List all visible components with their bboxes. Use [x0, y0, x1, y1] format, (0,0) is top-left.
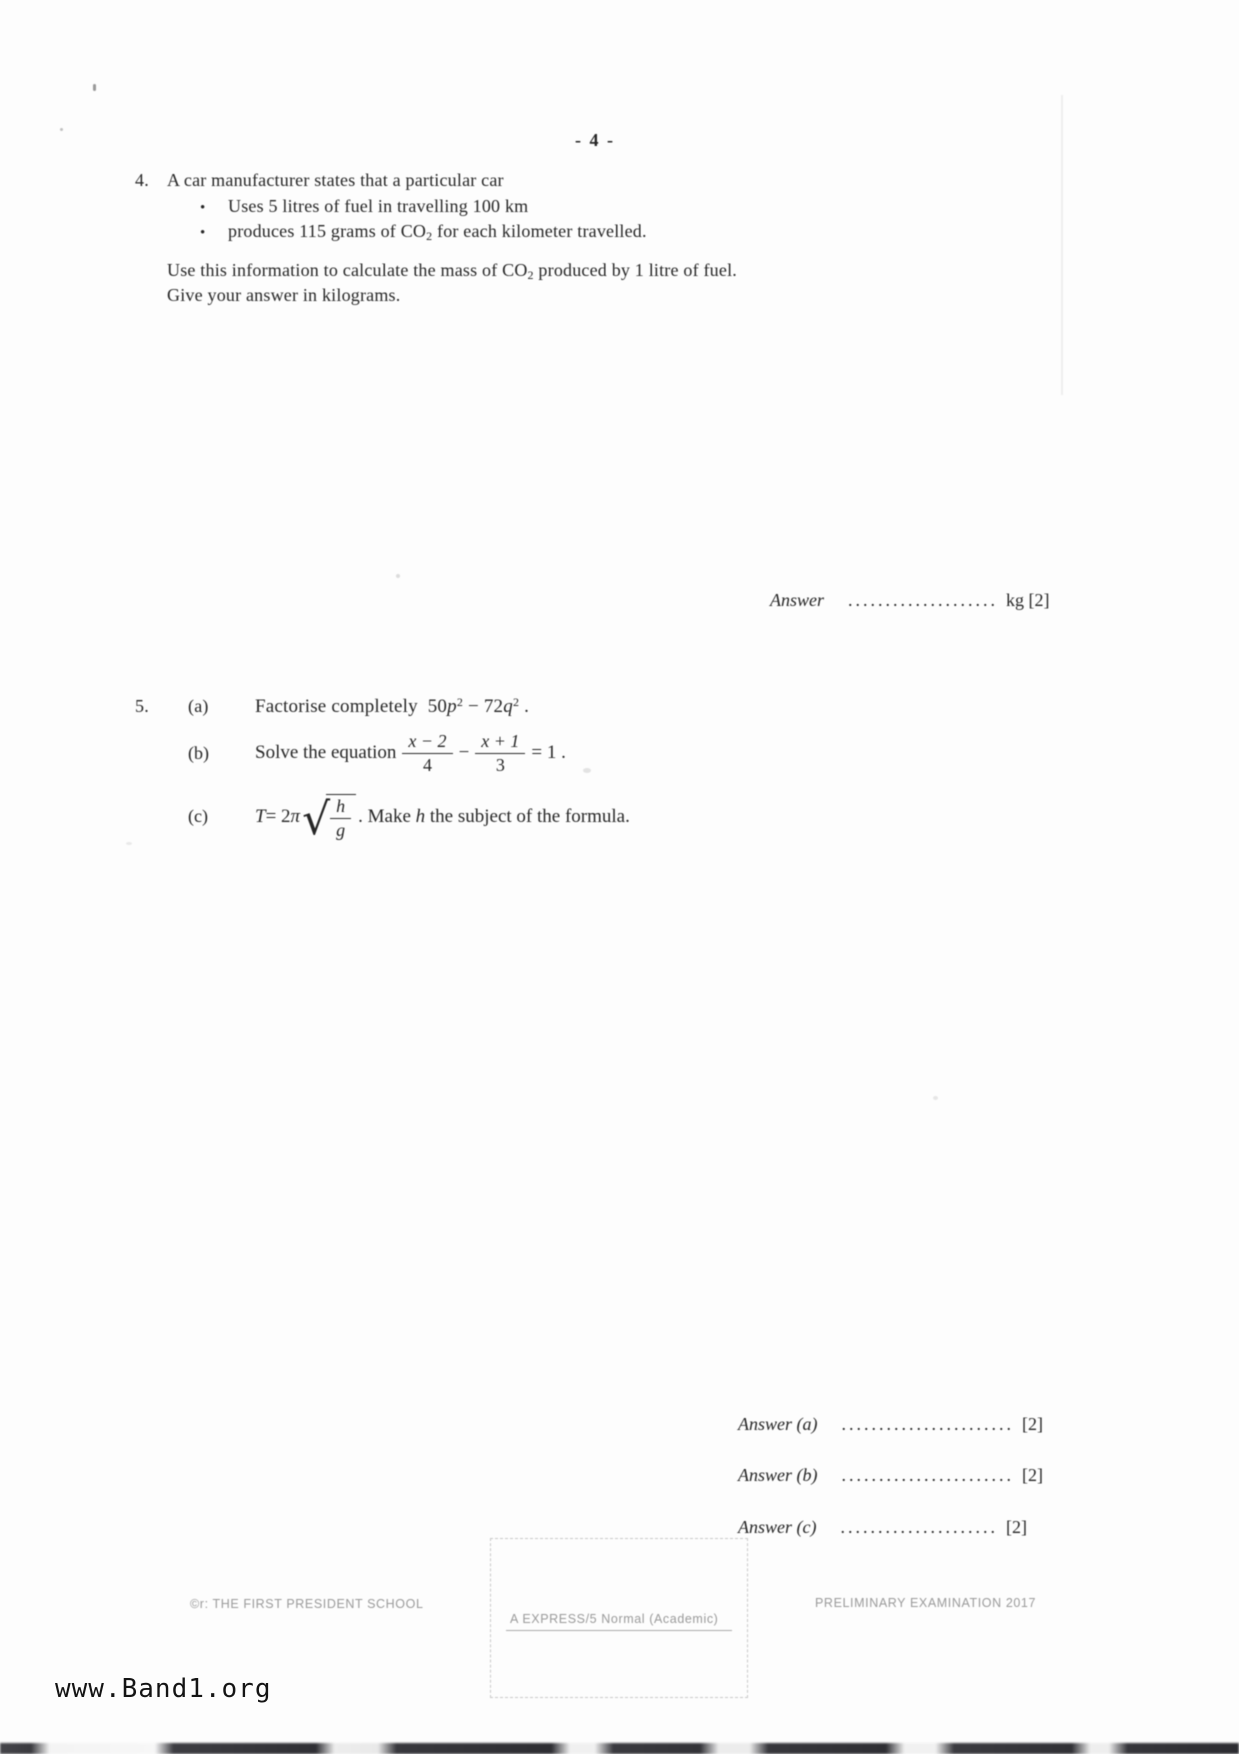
answer-unit-marks: kg [2]: [1006, 590, 1050, 610]
answer-b-marks: [2]: [1022, 1465, 1043, 1485]
part-b-label: (b): [188, 742, 209, 763]
pi-symbol: π: [290, 805, 301, 827]
answer-line-q4: [770, 590, 1050, 611]
answer-dotted-line: .......................: [841, 1465, 1014, 1485]
bullet-2-text: produces 115 grams of $CO_2$ for each kilometer travelled.: [228, 221, 647, 243]
answer-a-label: Answer (a): [738, 1414, 818, 1434]
answer-a-marks: [2]: [1022, 1414, 1043, 1434]
co2-subscript: 2: [527, 268, 534, 282]
footer-stream-label: A EXPRESS/5 Normal (Academic): [506, 1612, 732, 1631]
part-c-label: (c): [188, 806, 208, 827]
question-5b: [188, 732, 566, 775]
formula-lhs: T: [255, 805, 266, 827]
fraction-1: $\frac{x - 2}{4}$: [402, 732, 452, 775]
question-4-bullet-1: [200, 196, 528, 217]
scan-speck: [60, 128, 63, 131]
answer-line-c: [738, 1517, 1027, 1538]
fraction-2: $\frac{x + 1}{3}$: [475, 732, 525, 775]
question-4-number: 4.: [135, 170, 149, 190]
co2-subscript: 2: [426, 229, 433, 243]
answer-c-marks: [2]: [1005, 1517, 1027, 1537]
question-5-number: 5.: [135, 696, 149, 716]
scan-smudge: [583, 768, 591, 773]
page-number: - 4 -: [575, 130, 615, 150]
footer-exam-title: PRELIMINARY EXAMINATION 2017: [815, 1596, 1037, 1610]
question-4-task-line-1: Use this information to calculate the mass of $CO_2$ produced by 1 litre of fuel.: [167, 260, 737, 282]
part-a-label: (a): [188, 696, 209, 716]
question-4-intro-text: A car manufacturer states that a particular car: [167, 170, 504, 190]
part-a-text: Factorise completely $50p^2 - 72q^2$ .: [255, 695, 530, 717]
fraction-h-over-g: $\frac{h}{g}$: [330, 797, 351, 840]
radical-icon: √: [302, 793, 331, 845]
bullet-icon: •: [200, 200, 206, 216]
answer-dotted-line: .....................: [840, 1517, 998, 1537]
scan-speck: [93, 84, 96, 91]
answer-c-label: Answer (c): [738, 1517, 817, 1537]
answer-line-b: [738, 1465, 1043, 1486]
answer-dotted-line: ....................: [848, 590, 998, 610]
scan-smudge: [933, 1096, 938, 1100]
formula-equals: = 2: [265, 805, 291, 827]
part-b-text: Solve the equation: [255, 742, 397, 764]
answer-label: Answer: [770, 590, 824, 610]
question-4-intro: [135, 170, 504, 191]
question-4-bullet-2: [200, 221, 647, 244]
scan-smudge: [126, 842, 132, 845]
question-4-task-line-2: Give your answer in kilograms.: [167, 285, 401, 305]
answer-b-label: Answer (b): [738, 1465, 818, 1485]
question-5c: [188, 793, 630, 845]
scan-page-edge: [0, 1743, 1239, 1754]
scan-speck: [396, 574, 400, 578]
bullet-1-text: Uses 5 litres of fuel in travelling 100 km: [228, 196, 529, 216]
answer-dotted-line: .......................: [841, 1414, 1014, 1434]
square-root: [302, 793, 356, 845]
part-c-instruction: . Make h the subject of the formula.: [358, 805, 630, 827]
footer-school-name: ©r: THE FIRST PRESIDENT SCHOOL: [190, 1597, 424, 1611]
band1-watermark-url: www.Band1.org: [55, 1674, 272, 1704]
answer-line-a: [738, 1414, 1043, 1435]
minus-operator: −: [458, 742, 470, 764]
bullet-icon: •: [200, 225, 206, 241]
question-5a: [135, 695, 529, 718]
equals-one: = 1 .: [531, 742, 566, 764]
scan-fold-line: [1061, 95, 1063, 395]
